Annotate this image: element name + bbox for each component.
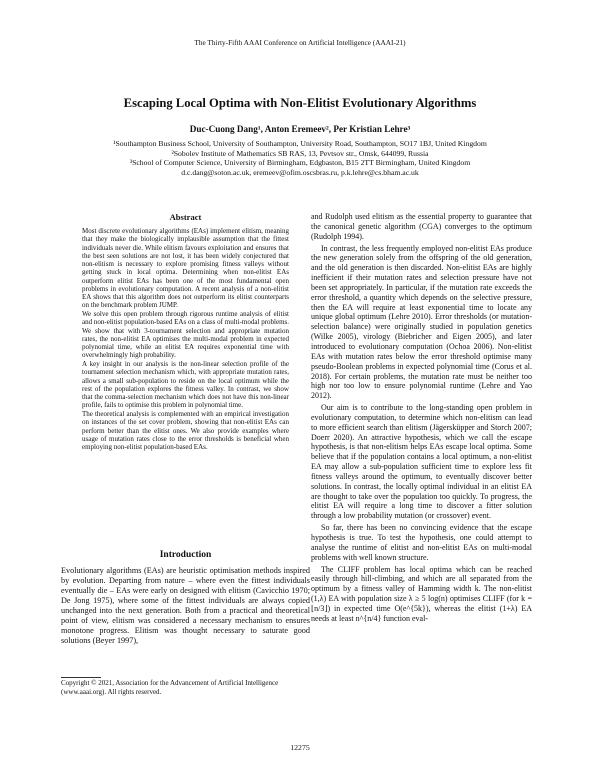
body-paragraph: The CLIFF problem has local optima which can be reached easily through hill-climbing, and which are all separated from the optimum by a fitness valley of Hamming width k. The non-elitist (1,λ) EA with population size λ ≥ 5 log(n) optimises CLIFF (for k = ⌊n/3⌋) in expected time O(e^{5k}), whereas the elitist (1+λ) EA needs at least n^{n/4} function eval- [311,564,532,623]
body-paragraph: So far, there has been no convincing evidence that the escape hypothesis is true. To test the hypothesis, one could attempt to analyse the runtime of elitist and non-elitist EAs on multi-modal problems with well known structure. [311,523,532,562]
affiliation-3: ³School of Computer Science, University of Birmingham, Edgbaston, B15 2TT Birmingham, United Kingdom [129,158,471,168]
affiliations [0,139,600,177]
conference-header: The Thirty-Fifth AAAI Conference on Artificial Intelligence (AAAI-21) [194,38,406,47]
right-column [311,212,532,626]
abstract-body [82,227,289,452]
affiliation-2: ²Sobolev Institute of Mathematics SB RAS, 13, Pevtsov str., Omsk, 644099, Russia [171,148,429,158]
author-emails: d.c.dang@soton.ac.uk, eremeev@ofim.oscsbras.ru, p.k.lehre@cs.bham.ac.uk [181,167,419,177]
body-paragraph: and Rudolph used elitism as the essential property to guarantee that the canonical genetic algorithm (CGA) converges to the optimum (Rudolph 1994). [311,212,532,241]
abstract-paragraph: The theoretical analysis is complemented with an empirical investigation on instances of the set cover problem, showing that non-elitist EAs can perform better than the elitist ones. We also provide examples where usage of mutation rates close to the error thresholds is beneficial when employing non-elitist population-based EAs. [82,410,289,451]
introduction-body [61,566,310,646]
introduction-heading: Introduction [159,550,212,560]
footnote-rule [61,677,101,678]
abstract-paragraph: Most discrete evolutionary algorithms (EAs) implement elitism, meaning that they make the biologically implausible assumption that the fittest individuals never die. While elitism favours exploitation and ensures that the best seen solutions are not lost, it has been widely conjectured that non-elitism is necessary to explore promising fitness valleys without getting stuck in local optima. Determining when non-elitist EAs outperform elitist EAs has been one of the most fundamental open problems in evolutionary computation. A recent analysis of a non-elitist EA shows that this algorithm does not outperform its elitist counterparts on the benchmark problem JUMP. [82,227,289,310]
author-list: Duc-Cuong Dang¹, Anton Eremeev², Per Kristian Lehre³ [189,124,411,134]
affiliation-1: ¹Southampton Business School, University of Southampton, University Road, Southampton, SO17 1BJ, United Kingdom [113,139,487,148]
page-number: 12275 [290,743,310,752]
body-paragraph: In contrast, the less frequently employed non-elitist EAs produce the new generation solely from the offspring of the old generation, and the old generation is then discarded. Non-elitist EAs are highly inefficient if their mutation rates and selection pressure have not been set appropriately. In particular, if the mutation rate exceeds the error threshold, a quantity which depends on the selective pressure, then the EA will require at least exponential time to locate any unique global optimum (Lehre 2010). Error thresholds (or mutation-selection balance) were originally studied in population genetics (Wilke 2005), virology (Biebricher and Eigen 2005), and later introduced to evolutionary computation (Ochoa 2006). Non-elitist EAs with mutation rates below the error threshold optimise many pseudo-Boolean problems in expected polynomial time (Corus et al. 2018). For certain problems, the mutation rate must be neither too high nor too low to ensure polynomial runtime (Lehre and Yao 2012). [311,243,532,401]
abstract-heading: Abstract [169,212,202,222]
paper-title: Escaping Local Optima with Non-Elitist Evolutionary Algorithms [123,96,477,110]
copyright-notice: Copyright © 2021, Association for the Advancement of Artificial Intelligence (www.aaai.org). All rights reserved. [61,679,279,696]
abstract-paragraph: A key insight in our analysis is the non-linear selection profile of the tournament selection mechanism which, with appropriate mutation rates, allows a small sub-population to reside on the local optimum while the rest of the population explores the fitness valley. In contrast, we show that the comma-selection mechanism which does not have this non-linear profile, fails to optimise this problem in polynomial time. [82,360,289,410]
body-paragraph: Our aim is to contribute to the long-standing open problem in evolutionary computation, to determine which non-elitism can lead to more efficient search than elitism (Jägersküpper and Storch 2007; Doerr 2020). An attractive hypothesis, which we call the escape hypothesis, is that non-elitism helps EAs escape local optima. Some believe that if the population contains a local optimum, a non-elitist EA may allow a sub-population sufficient time to explore less fit fitness valleys around the optimum, to eventually discover better solutions. In contrast, the locally optimal individual in an elitist EA are thought to take over the population too quickly. To progress, the elitist EA will require a long time to discover a fitter solution through a low probability mutation (or crossover) event. [311,403,532,521]
abstract-paragraph: We solve this open problem through rigorous runtime analysis of elitist and non-elitist population-based EAs on a class of multi-modal problems. We show that with 3-tournament selection and appropriate mutation rates, the non-elitist EA optimises the multi-modal problem in expected polynomial time, while an elitist EA requires exponential time with overwhelmingly high probability. [82,310,289,360]
introduction-paragraph: Evolutionary algorithms (EAs) are heuristic optimisation methods inspired by evolution. Departing from nature – where even the fittest individuals eventually die – EAs were early on designed with elitism (Cavicchio 1970; De Jong 1975), where some of the fittest individuals are always copied unchanged into the next generation. Both from a practical and theoretical point of view, elitism was considered a necessary mechanism to ensures monotone progress. Elitism was thought necessary to saturate good solutions (Beyer 1997), [61,566,310,645]
